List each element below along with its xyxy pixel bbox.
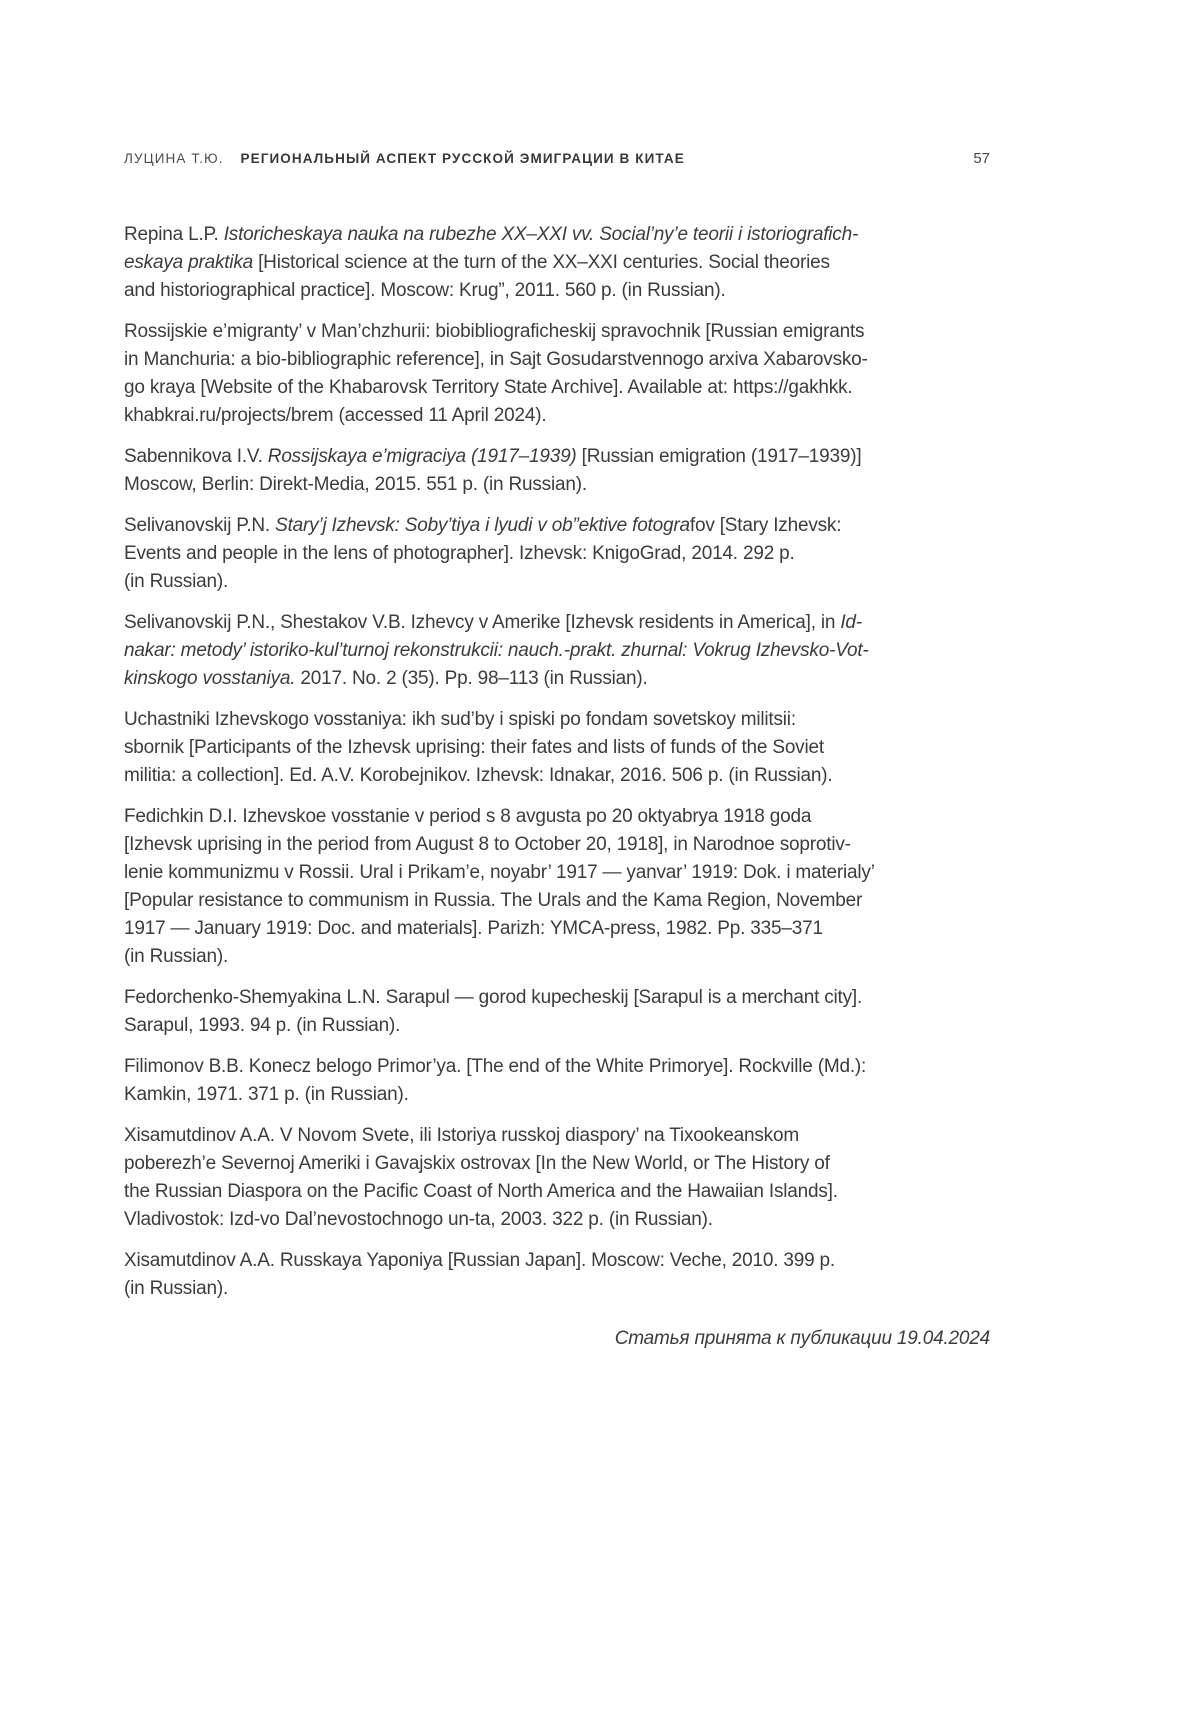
reference-line: [Izhevsk uprising in the period from August 8 to October 20, 1918], in Narodnoe soprotiv- xyxy=(124,834,851,855)
reference-entry xyxy=(124,512,990,596)
reference-line: nakar: metody’ istoriko-kul’turnoj rekonstrukcii: nauch.-prakt. zhurnal: Vokrug Izhevsko-Vot- xyxy=(124,640,869,661)
reference-entry xyxy=(124,609,990,693)
reference-entry xyxy=(124,318,990,430)
reference-line: Events and people in the lens of photographer]. Izhevsk: KnigoGrad, 2014. 292 p. xyxy=(124,543,795,564)
reference-line: go kraya [Website of the Khabarovsk Territory State Archive]. Available at: https://gakhkk. xyxy=(124,377,853,398)
references-section xyxy=(124,221,990,1353)
running-header-left xyxy=(124,151,685,166)
reference-line: sbornik [Participants of the Izhevsk uprising: their fates and lists of funds of the Soviet xyxy=(124,737,824,758)
reference-line: Xisamutdinov A.A. V Novom Svete, ili Istoriya russkoj diaspory’ na Tixookeanskom xyxy=(124,1125,799,1146)
reference-line: Vladivostok: Izd-vo Dal’nevostochnogo un-ta, 2003. 322 p. (in Russian). xyxy=(124,1209,713,1230)
reference-line: 1917 — January 1919: Doc. and materials]. Parizh: YMCA-press, 1982. Pp. 335–371 xyxy=(124,918,823,939)
reference-line: Selivanovskij P.N. Stary’j Izhevsk: Soby’tiya i lyudi v ob”ektive fotografov [Stary Izhevsk: xyxy=(124,515,842,536)
page-number: 57 xyxy=(973,150,990,167)
reference-line: the Russian Diaspora on the Pacific Coast of North America and the Hawaiian Islands]. xyxy=(124,1181,838,1202)
reference-entry xyxy=(124,1053,990,1109)
reference-entry xyxy=(124,706,990,790)
reference-entry xyxy=(124,1122,990,1234)
reference-line: Fedorchenko-Shemyakina L.N. Sarapul — gorod kupecheskij [Sarapul is a merchant city]. xyxy=(124,987,863,1008)
reference-line: lenie kommunizmu v Rossii. Ural i Prikam’e, noyabr’ 1917 — yanvar’ 1919: Dok. i materialy’ xyxy=(124,862,875,883)
reference-line: eskaya praktika [Historical science at the turn of the XX–XXI centuries. Social theories xyxy=(124,252,830,273)
reference-line: Xisamutdinov A.A. Russkaya Yaponiya [Russian Japan]. Moscow: Veche, 2010. 399 p. xyxy=(124,1250,836,1271)
reference-entry xyxy=(124,984,990,1040)
reference-line: Sabennikova I.V. Rossijskaya e’migraciya (1917–1939) [Russian emigration (1917–1939)] xyxy=(124,446,862,467)
reference-line: kinskogo vosstaniya. 2017. No. 2 (35). Pp. 98–113 (in Russian). xyxy=(124,668,648,689)
reference-line: Kamkin, 1971. 371 p. (in Russian). xyxy=(124,1084,409,1105)
reference-line: in Manchuria: a bio-bibliographic reference], in Sajt Gosudarstvennogo arxiva Xabarovsko- xyxy=(124,349,868,370)
reference-line: poberezh’e Severnoj Ameriki i Gavajskix ostrovax [In the New World, or The History of xyxy=(124,1153,830,1174)
reference-entry xyxy=(124,803,990,971)
reference-line: Fedichkin D.I. Izhevskoe vosstanie v period s 8 avgusta po 20 oktyabrya 1918 goda xyxy=(124,806,812,827)
reference-line: Repina L.P. Istoricheskaya nauka na rubezhe XX–XXI vv. Social’ny’e teorii i istoriografich- xyxy=(124,224,859,245)
reference-line: Moscow, Berlin: Direkt-Media, 2015. 551 p. (in Russian). xyxy=(124,474,587,495)
header-author: ЛУЦИНА Т.Ю. xyxy=(124,151,224,166)
running-header xyxy=(124,150,990,167)
reference-line: Selivanovskij P.N., Shestakov V.B. Izhevcy v Amerike [Izhevsk residents in America], in Id- xyxy=(124,612,862,633)
reference-entry xyxy=(124,221,990,305)
reference-line: (in Russian). xyxy=(124,1278,229,1299)
reference-line: [Popular resistance to communism in Russia. The Urals and the Kama Region, November xyxy=(124,890,863,911)
reference-entry xyxy=(124,1247,990,1303)
reference-line: Sarapul, 1993. 94 p. (in Russian). xyxy=(124,1015,401,1036)
reference-line: Rossijskie e’migranty’ v Man’chzhurii: biobibliograficheskij spravochnik [Russian emigrants xyxy=(124,321,865,342)
reference-line: militia: a collection]. Ed. A.V. Korobejnikov. Izhevsk: Idnakar, 2016. 506 p. (in Russian). xyxy=(124,765,833,786)
reference-line: (in Russian). xyxy=(124,571,229,592)
reference-line: Filimonov B.B. Konecz belogo Primor’ya. [The end of the White Primorye]. Rockville (Md.): xyxy=(124,1056,867,1077)
reference-entry xyxy=(124,443,990,499)
acceptance-note: Статья принята к публикации 19.04.2024 xyxy=(614,1328,990,1349)
reference-line: Uchastniki Izhevskogo vosstaniya: ikh sud’by i spiski po fondam sovetskoy militsii: xyxy=(124,709,796,730)
header-article-title: РЕГИОНАЛЬНЫЙ АСПЕКТ РУССКОЙ ЭМИГРАЦИИ В КИТАЕ xyxy=(240,151,685,166)
reference-line: and historiographical practice]. Moscow: Krug”, 2011. 560 p. (in Russian). xyxy=(124,280,726,301)
references-list xyxy=(124,221,990,1303)
reference-line: khabkrai.ru/projects/brem (accessed 11 April 2024). xyxy=(124,405,547,426)
reference-line: (in Russian). xyxy=(124,946,229,967)
